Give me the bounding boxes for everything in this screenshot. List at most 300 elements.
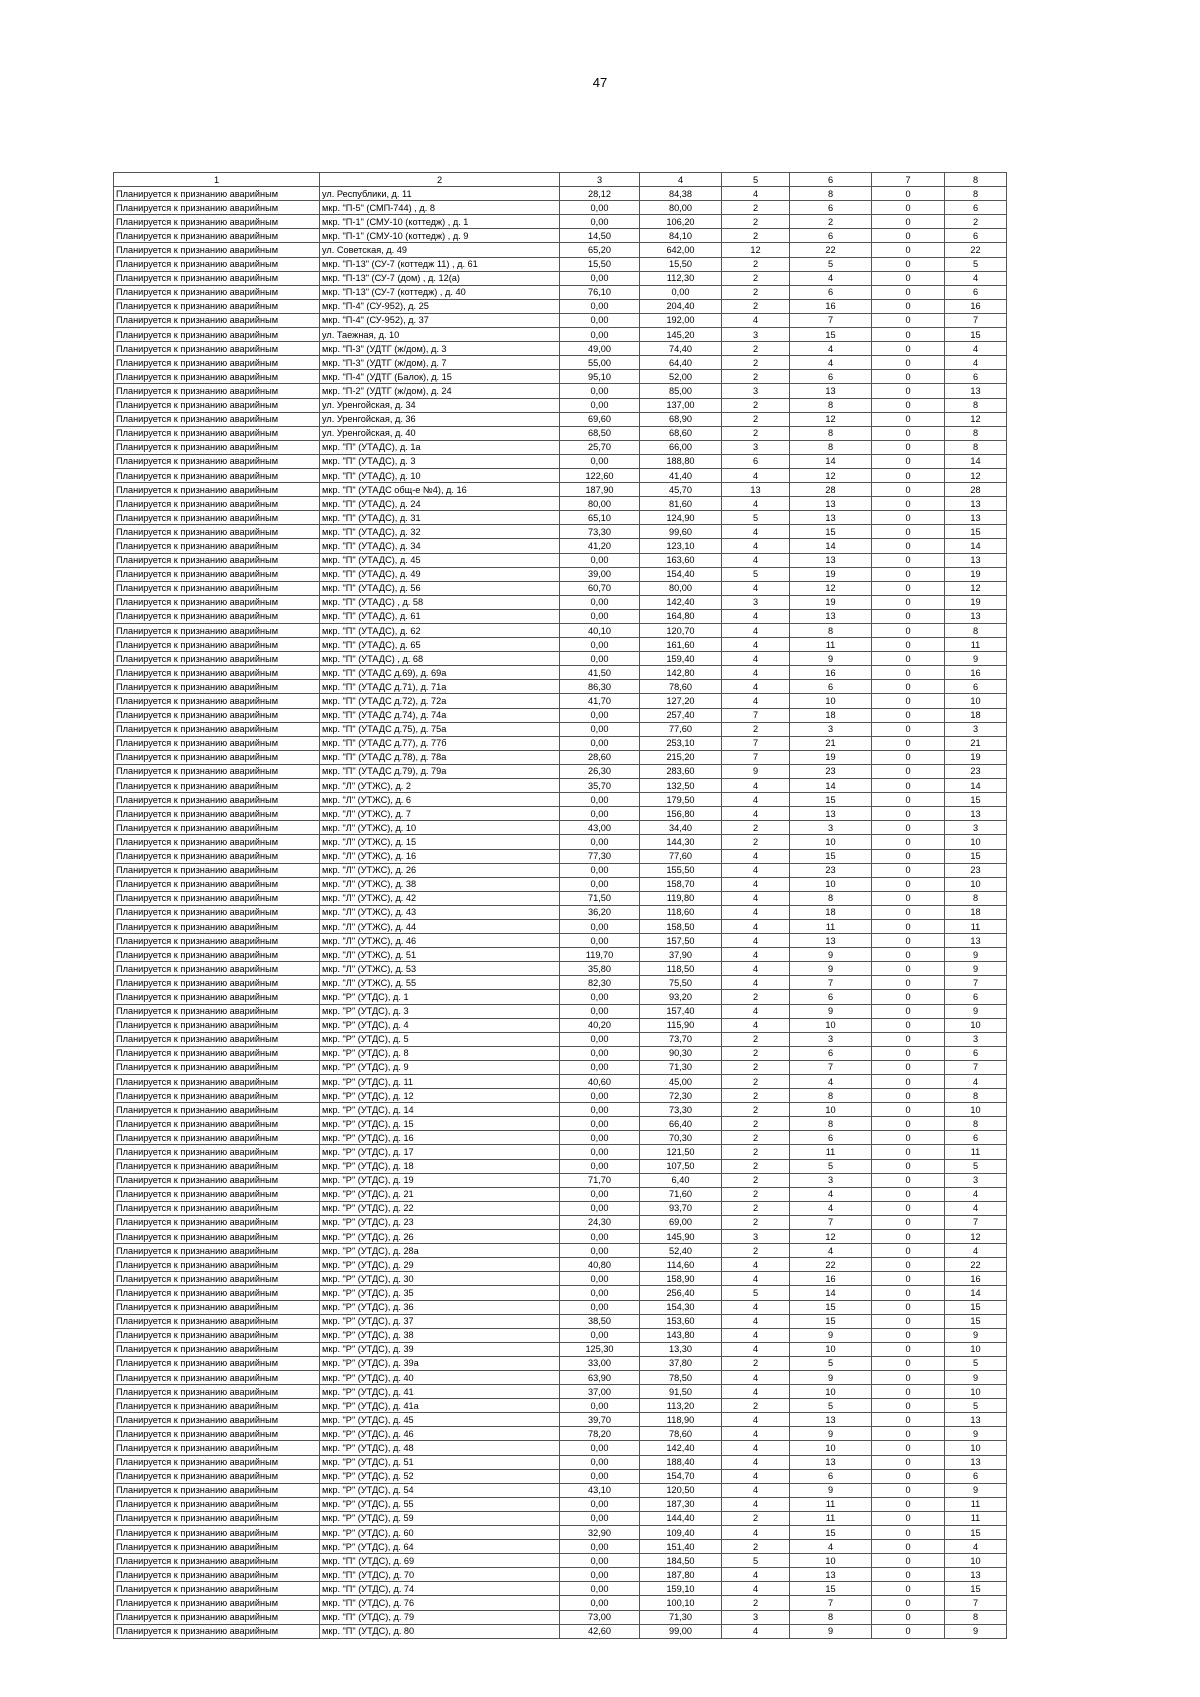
- count-cell-2: 11: [790, 1511, 872, 1525]
- column-header: 8: [945, 173, 1007, 187]
- address-cell: мкр. "П-2" (УДТГ (ж/дом), д. 24: [320, 384, 560, 398]
- count-cell-3: 0: [872, 1399, 945, 1413]
- count-cell-2: 18: [790, 708, 872, 722]
- address-cell: ул. Уренгойская, д. 36: [320, 412, 560, 426]
- area-cell-2: 114,60: [640, 1258, 722, 1272]
- address-cell: мкр. "П" (УТАДС общ-е №4), д. 16: [320, 483, 560, 497]
- count-cell-1: 3: [722, 1230, 790, 1244]
- status-cell: Планируется к признанию аварийным: [114, 1413, 320, 1427]
- address-cell: мкр. "Л" (УТЖС), д. 16: [320, 849, 560, 863]
- total-cell: 10: [945, 1554, 1007, 1568]
- column-header: 2: [320, 173, 560, 187]
- area-cell-2: 153,60: [640, 1314, 722, 1328]
- area-cell-1: 0,00: [560, 1568, 640, 1582]
- status-cell: Планируется к признанию аварийным: [114, 187, 320, 201]
- count-cell-3: 0: [872, 243, 945, 257]
- area-cell-1: 0,00: [560, 934, 640, 948]
- area-cell-2: 37,80: [640, 1356, 722, 1370]
- area-cell-1: 40,60: [560, 1075, 640, 1089]
- table-row: [114, 609, 1007, 623]
- count-cell-3: 0: [872, 271, 945, 285]
- address-cell: мкр. "Р" (УТДС), д. 9: [320, 1060, 560, 1074]
- total-cell: 4: [945, 342, 1007, 356]
- status-cell: Планируется к признанию аварийным: [114, 1060, 320, 1074]
- area-cell-1: 26,30: [560, 764, 640, 778]
- area-cell-1: 0,00: [560, 990, 640, 1004]
- count-cell-3: 0: [872, 1103, 945, 1117]
- address-cell: мкр. "П" (УТАДС), д. 31: [320, 511, 560, 525]
- area-cell-1: 80,00: [560, 497, 640, 511]
- area-cell-2: 157,50: [640, 934, 722, 948]
- area-cell-2: 142,80: [640, 666, 722, 680]
- area-cell-1: 0,00: [560, 1103, 640, 1117]
- area-cell-1: 63,90: [560, 1370, 640, 1384]
- area-cell-2: 184,50: [640, 1554, 722, 1568]
- area-cell-1: 0,00: [560, 1286, 640, 1300]
- total-cell: 13: [945, 807, 1007, 821]
- status-cell: Планируется к признанию аварийным: [114, 948, 320, 962]
- area-cell-1: 28,12: [560, 187, 640, 201]
- count-cell-2: 11: [790, 919, 872, 933]
- count-cell-2: 13: [790, 511, 872, 525]
- total-cell: 12: [945, 581, 1007, 595]
- total-cell: 8: [945, 440, 1007, 454]
- area-cell-1: 0,00: [560, 1582, 640, 1596]
- address-cell: мкр. "Л" (УТЖС), д. 15: [320, 835, 560, 849]
- area-cell-1: 0,00: [560, 708, 640, 722]
- count-cell-1: 4: [722, 849, 790, 863]
- status-cell: Планируется к признанию аварийным: [114, 426, 320, 440]
- table-row: [114, 1032, 1007, 1046]
- count-cell-1: 4: [722, 1385, 790, 1399]
- count-cell-2: 3: [790, 1032, 872, 1046]
- count-cell-1: 4: [722, 624, 790, 638]
- status-cell: Планируется к признанию аварийным: [114, 624, 320, 638]
- count-cell-3: 0: [872, 1187, 945, 1201]
- status-cell: Планируется к признанию аварийным: [114, 539, 320, 553]
- count-cell-1: 3: [722, 384, 790, 398]
- status-cell: Планируется к признанию аварийным: [114, 398, 320, 412]
- address-cell: мкр. "П" (УТАДС д.72), д. 72а: [320, 694, 560, 708]
- count-cell-1: 4: [722, 779, 790, 793]
- count-cell-3: 0: [872, 680, 945, 694]
- area-cell-1: 187,90: [560, 483, 640, 497]
- status-cell: Планируется к признанию аварийным: [114, 384, 320, 398]
- status-cell: Планируется к признанию аварийным: [114, 1554, 320, 1568]
- area-cell-2: 66,40: [640, 1117, 722, 1131]
- address-cell: мкр. "Р" (УТДС), д. 22: [320, 1201, 560, 1215]
- count-cell-1: 2: [722, 271, 790, 285]
- count-cell-3: 0: [872, 595, 945, 609]
- table-row: [114, 1455, 1007, 1469]
- count-cell-1: 2: [722, 257, 790, 271]
- status-cell: Планируется к признанию аварийным: [114, 764, 320, 778]
- area-cell-1: 0,00: [560, 1399, 640, 1413]
- area-cell-2: 143,80: [640, 1328, 722, 1342]
- area-cell-2: 41,40: [640, 468, 722, 482]
- count-cell-3: 0: [872, 1483, 945, 1497]
- count-cell-2: 8: [790, 1117, 872, 1131]
- count-cell-1: 12: [722, 243, 790, 257]
- status-cell: Планируется к признанию аварийным: [114, 1075, 320, 1089]
- area-cell-2: 113,20: [640, 1399, 722, 1413]
- count-cell-1: 4: [722, 1568, 790, 1582]
- count-cell-1: 4: [722, 1342, 790, 1356]
- status-cell: Планируется к признанию аварийным: [114, 567, 320, 581]
- count-cell-2: 13: [790, 609, 872, 623]
- status-cell: Планируется к признанию аварийным: [114, 1230, 320, 1244]
- total-cell: 8: [945, 624, 1007, 638]
- table-row: [114, 468, 1007, 482]
- count-cell-3: 0: [872, 652, 945, 666]
- status-cell: Планируется к признанию аварийным: [114, 736, 320, 750]
- total-cell: 8: [945, 891, 1007, 905]
- table-row: [114, 821, 1007, 835]
- area-cell-1: 0,00: [560, 736, 640, 750]
- area-cell-1: 24,30: [560, 1215, 640, 1229]
- total-cell: 8: [945, 187, 1007, 201]
- count-cell-2: 16: [790, 666, 872, 680]
- count-cell-1: 4: [722, 1004, 790, 1018]
- count-cell-3: 0: [872, 525, 945, 539]
- count-cell-3: 0: [872, 1469, 945, 1483]
- status-cell: Планируется к признанию аварийным: [114, 1540, 320, 1554]
- count-cell-3: 0: [872, 1328, 945, 1342]
- count-cell-1: 4: [722, 891, 790, 905]
- count-cell-3: 0: [872, 1610, 945, 1624]
- table-row: [114, 370, 1007, 384]
- count-cell-2: 10: [790, 1385, 872, 1399]
- count-cell-3: 0: [872, 1046, 945, 1060]
- table-row: [114, 1554, 1007, 1568]
- area-cell-2: 84,10: [640, 229, 722, 243]
- address-cell: мкр. "Л" (УТЖС), д. 10: [320, 821, 560, 835]
- table-row: [114, 1286, 1007, 1300]
- area-cell-2: 81,60: [640, 497, 722, 511]
- status-cell: Планируется к признанию аварийным: [114, 638, 320, 652]
- count-cell-2: 19: [790, 750, 872, 764]
- count-cell-2: 10: [790, 1342, 872, 1356]
- address-cell: мкр. "Р" (УТДС), д. 54: [320, 1483, 560, 1497]
- address-cell: мкр. "Р" (УТДС), д. 39: [320, 1342, 560, 1356]
- count-cell-3: 0: [872, 483, 945, 497]
- area-cell-2: 85,00: [640, 384, 722, 398]
- area-cell-1: 0,00: [560, 1201, 640, 1215]
- status-cell: Планируется к признанию аварийным: [114, 1201, 320, 1215]
- area-cell-1: 40,20: [560, 1018, 640, 1032]
- status-cell: Планируется к признанию аварийным: [114, 666, 320, 680]
- status-cell: Планируется к признанию аварийным: [114, 313, 320, 327]
- area-cell-2: 257,40: [640, 708, 722, 722]
- table-row: [114, 553, 1007, 567]
- table-row: [114, 384, 1007, 398]
- area-cell-2: 118,90: [640, 1413, 722, 1427]
- count-cell-2: 7: [790, 1060, 872, 1074]
- count-cell-1: 2: [722, 1173, 790, 1187]
- total-cell: 11: [945, 1511, 1007, 1525]
- count-cell-2: 23: [790, 764, 872, 778]
- count-cell-2: 14: [790, 779, 872, 793]
- area-cell-1: 0,00: [560, 398, 640, 412]
- total-cell: 9: [945, 948, 1007, 962]
- area-cell-2: 52,40: [640, 1244, 722, 1258]
- count-cell-1: 4: [722, 1469, 790, 1483]
- count-cell-1: 4: [722, 539, 790, 553]
- count-cell-3: 0: [872, 468, 945, 482]
- total-cell: 6: [945, 680, 1007, 694]
- address-cell: мкр. "Р" (УТДС), д. 64: [320, 1540, 560, 1554]
- table-row: [114, 1469, 1007, 1483]
- total-cell: 10: [945, 1385, 1007, 1399]
- count-cell-1: 4: [722, 919, 790, 933]
- table-row: [114, 1089, 1007, 1103]
- status-cell: Планируется к признанию аварийным: [114, 807, 320, 821]
- area-cell-1: 55,00: [560, 356, 640, 370]
- area-cell-2: 99,00: [640, 1624, 722, 1638]
- status-cell: Планируется к признанию аварийным: [114, 962, 320, 976]
- total-cell: 9: [945, 1004, 1007, 1018]
- area-cell-1: 0,00: [560, 807, 640, 821]
- count-cell-1: 7: [722, 708, 790, 722]
- total-cell: 23: [945, 764, 1007, 778]
- count-cell-3: 0: [872, 567, 945, 581]
- total-cell: 10: [945, 1103, 1007, 1117]
- address-cell: мкр. "Р" (УТДС), д. 17: [320, 1145, 560, 1159]
- total-cell: 6: [945, 990, 1007, 1004]
- total-cell: 28: [945, 483, 1007, 497]
- count-cell-1: 4: [722, 1018, 790, 1032]
- table-row: [114, 187, 1007, 201]
- area-cell-2: 0,00: [640, 285, 722, 299]
- count-cell-1: 2: [722, 1511, 790, 1525]
- status-cell: Планируется к признанию аварийным: [114, 1103, 320, 1117]
- count-cell-3: 0: [872, 750, 945, 764]
- area-cell-1: 0,00: [560, 1046, 640, 1060]
- count-cell-3: 0: [872, 1173, 945, 1187]
- count-cell-3: 0: [872, 1300, 945, 1314]
- count-cell-3: 0: [872, 1356, 945, 1370]
- total-cell: 8: [945, 1610, 1007, 1624]
- table-row: [114, 1258, 1007, 1272]
- count-cell-3: 0: [872, 779, 945, 793]
- count-cell-1: 2: [722, 229, 790, 243]
- count-cell-1: 4: [722, 877, 790, 891]
- address-cell: мкр. "Р" (УТДС), д. 30: [320, 1272, 560, 1286]
- count-cell-3: 0: [872, 299, 945, 313]
- count-cell-3: 0: [872, 1060, 945, 1074]
- count-cell-1: 4: [722, 187, 790, 201]
- area-cell-1: 41,70: [560, 694, 640, 708]
- address-cell: мкр. "Р" (УТДС), д. 41а: [320, 1399, 560, 1413]
- area-cell-1: 0,00: [560, 384, 640, 398]
- count-cell-1: 7: [722, 736, 790, 750]
- status-cell: Планируется к признанию аварийным: [114, 299, 320, 313]
- page-number: 47: [592, 75, 608, 90]
- table-row: [114, 1568, 1007, 1582]
- area-cell-1: 65,10: [560, 511, 640, 525]
- address-cell: мкр. "Р" (УТДС), д. 14: [320, 1103, 560, 1117]
- status-cell: Планируется к признанию аварийным: [114, 1511, 320, 1525]
- area-cell-1: 35,80: [560, 962, 640, 976]
- total-cell: 3: [945, 821, 1007, 835]
- count-cell-1: 2: [722, 201, 790, 215]
- table-row: [114, 1272, 1007, 1286]
- area-cell-1: 42,60: [560, 1624, 640, 1638]
- address-cell: мкр. "Р" (УТДС), д. 52: [320, 1469, 560, 1483]
- area-cell-1: 0,00: [560, 1469, 640, 1483]
- status-cell: Планируется к признанию аварийным: [114, 821, 320, 835]
- status-cell: Планируется к признанию аварийным: [114, 1004, 320, 1018]
- area-cell-2: 145,20: [640, 328, 722, 342]
- table-row: [114, 398, 1007, 412]
- count-cell-2: 5: [790, 1159, 872, 1173]
- count-cell-2: 6: [790, 680, 872, 694]
- count-cell-2: 6: [790, 370, 872, 384]
- area-cell-2: 80,00: [640, 581, 722, 595]
- table-row: [114, 976, 1007, 990]
- table-row: [114, 1117, 1007, 1131]
- area-cell-2: 91,50: [640, 1385, 722, 1399]
- area-cell-1: 0,00: [560, 1328, 640, 1342]
- address-cell: мкр. "Р" (УТДС), д. 55: [320, 1497, 560, 1511]
- count-cell-3: 0: [872, 1370, 945, 1384]
- table-row: [114, 849, 1007, 863]
- address-cell: мкр. "Р" (УТДС), д. 60: [320, 1526, 560, 1540]
- table-row: [114, 779, 1007, 793]
- area-cell-2: 93,20: [640, 990, 722, 1004]
- count-cell-1: 4: [722, 948, 790, 962]
- count-cell-2: 11: [790, 638, 872, 652]
- area-cell-2: 74,40: [640, 342, 722, 356]
- area-cell-1: 33,00: [560, 1356, 640, 1370]
- address-cell: ул. Республики, д. 11: [320, 187, 560, 201]
- count-cell-3: 0: [872, 1314, 945, 1328]
- area-cell-2: 179,50: [640, 793, 722, 807]
- area-cell-2: 119,80: [640, 891, 722, 905]
- address-cell: мкр. "П" (УТАДС), д. 65: [320, 638, 560, 652]
- area-cell-2: 188,80: [640, 454, 722, 468]
- status-cell: Планируется к признанию аварийным: [114, 1215, 320, 1229]
- status-cell: Планируется к признанию аварийным: [114, 1624, 320, 1638]
- count-cell-2: 18: [790, 905, 872, 919]
- status-cell: Планируется к признанию аварийным: [114, 835, 320, 849]
- count-cell-3: 0: [872, 1004, 945, 1018]
- area-cell-1: 0,00: [560, 793, 640, 807]
- column-header: 5: [722, 173, 790, 187]
- address-cell: мкр. "Р" (УТДС), д. 37: [320, 1314, 560, 1328]
- status-cell: Планируется к признанию аварийным: [114, 1286, 320, 1300]
- area-cell-1: 39,00: [560, 567, 640, 581]
- address-cell: мкр. "Р" (УТДС), д. 39а: [320, 1356, 560, 1370]
- count-cell-1: 4: [722, 497, 790, 511]
- area-cell-1: 0,00: [560, 1455, 640, 1469]
- total-cell: 15: [945, 1314, 1007, 1328]
- status-cell: Планируется к признанию аварийным: [114, 1272, 320, 1286]
- table-row: [114, 863, 1007, 877]
- count-cell-3: 0: [872, 1131, 945, 1145]
- count-cell-3: 0: [872, 1032, 945, 1046]
- address-cell: мкр. "Р" (УТДС), д. 12: [320, 1089, 560, 1103]
- area-cell-2: 192,00: [640, 313, 722, 327]
- count-cell-2: 21: [790, 736, 872, 750]
- count-cell-1: 4: [722, 1582, 790, 1596]
- area-cell-2: 52,00: [640, 370, 722, 384]
- total-cell: 6: [945, 201, 1007, 215]
- count-cell-1: 4: [722, 1272, 790, 1286]
- area-cell-1: 0,00: [560, 454, 640, 468]
- area-cell-2: 121,50: [640, 1145, 722, 1159]
- status-cell: Планируется к признанию аварийным: [114, 243, 320, 257]
- status-cell: Планируется к признанию аварийным: [114, 934, 320, 948]
- area-cell-1: 38,50: [560, 1314, 640, 1328]
- area-cell-2: 157,40: [640, 1004, 722, 1018]
- count-cell-2: 8: [790, 398, 872, 412]
- area-cell-2: 115,90: [640, 1018, 722, 1032]
- area-cell-2: 144,30: [640, 835, 722, 849]
- address-cell: мкр. "Р" (УТДС), д. 18: [320, 1159, 560, 1173]
- total-cell: 22: [945, 243, 1007, 257]
- address-cell: мкр. "Л" (УТЖС), д. 7: [320, 807, 560, 821]
- area-cell-2: 159,10: [640, 1582, 722, 1596]
- table-row: [114, 793, 1007, 807]
- address-cell: мкр. "Л" (УТЖС), д. 43: [320, 905, 560, 919]
- count-cell-2: 4: [790, 1244, 872, 1258]
- count-cell-1: 2: [722, 722, 790, 736]
- total-cell: 15: [945, 849, 1007, 863]
- area-cell-1: 15,50: [560, 257, 640, 271]
- count-cell-1: 2: [722, 1046, 790, 1060]
- count-cell-2: 9: [790, 1004, 872, 1018]
- area-cell-2: 118,50: [640, 962, 722, 976]
- area-cell-2: 154,40: [640, 567, 722, 581]
- status-cell: Планируется к признанию аварийным: [114, 1018, 320, 1032]
- count-cell-3: 0: [872, 539, 945, 553]
- count-cell-3: 0: [872, 1413, 945, 1427]
- count-cell-2: 3: [790, 1173, 872, 1187]
- count-cell-1: 2: [722, 1159, 790, 1173]
- area-cell-1: 25,70: [560, 440, 640, 454]
- table-row: [114, 215, 1007, 229]
- total-cell: 4: [945, 1075, 1007, 1089]
- address-cell: мкр. "Р" (УТДС), д. 48: [320, 1441, 560, 1455]
- count-cell-2: 6: [790, 1469, 872, 1483]
- count-cell-3: 0: [872, 511, 945, 525]
- count-cell-3: 0: [872, 187, 945, 201]
- area-cell-2: 123,10: [640, 539, 722, 553]
- count-cell-1: 2: [722, 215, 790, 229]
- table-row: [114, 835, 1007, 849]
- count-cell-1: 4: [722, 666, 790, 680]
- total-cell: 13: [945, 553, 1007, 567]
- total-cell: 15: [945, 328, 1007, 342]
- count-cell-1: 4: [722, 1483, 790, 1497]
- area-cell-2: 68,60: [640, 426, 722, 440]
- area-cell-1: 35,70: [560, 779, 640, 793]
- address-cell: мкр. "П-4" (СУ-952), д. 37: [320, 313, 560, 327]
- count-cell-1: 2: [722, 1075, 790, 1089]
- status-cell: Планируется к признанию аварийным: [114, 1342, 320, 1356]
- table-row: [114, 1131, 1007, 1145]
- count-cell-2: 13: [790, 1413, 872, 1427]
- address-cell: мкр. "Л" (УТЖС), д. 26: [320, 863, 560, 877]
- count-cell-3: 0: [872, 215, 945, 229]
- address-cell: мкр. "П" (УТАДС), д. 34: [320, 539, 560, 553]
- status-cell: Планируется к признанию аварийным: [114, 1328, 320, 1342]
- count-cell-2: 6: [790, 1046, 872, 1060]
- table-row: [114, 1511, 1007, 1525]
- area-cell-2: 107,50: [640, 1159, 722, 1173]
- count-cell-2: 5: [790, 257, 872, 271]
